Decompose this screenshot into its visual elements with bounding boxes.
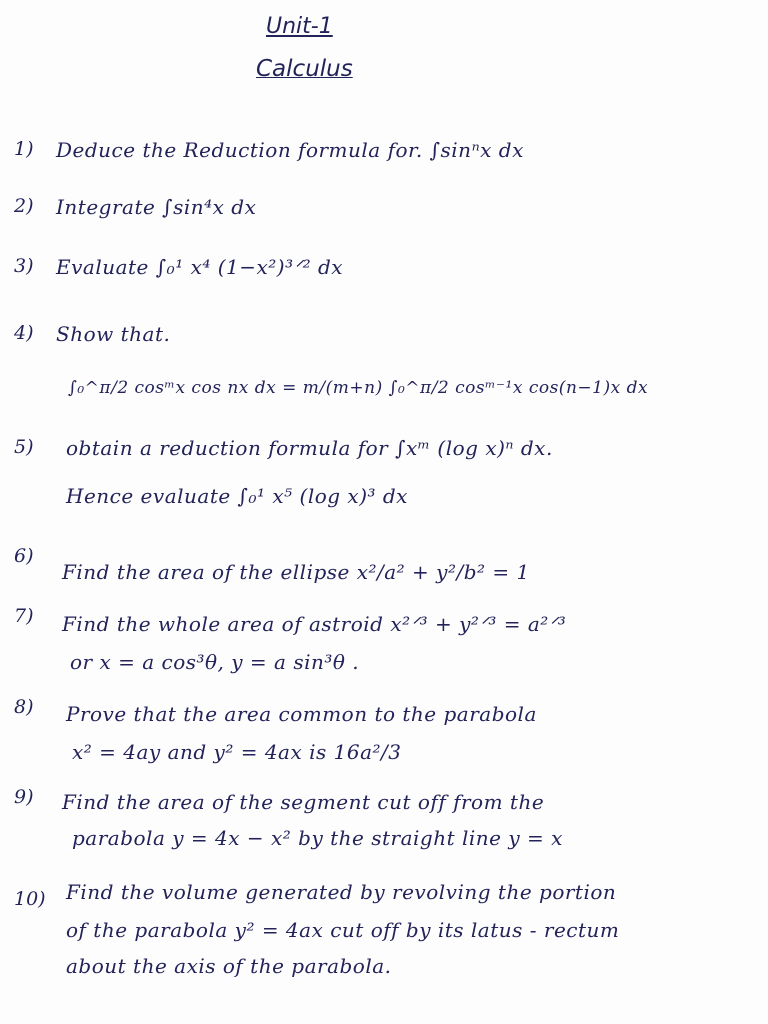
question-text: of the parabola y² = 4ax cut off by its latus - rectum bbox=[66, 918, 620, 942]
question-text: Find the area of the segment cut off from the bbox=[62, 790, 545, 814]
question-text: ∫₀^π/2 cosᵐx cos nx dx = m/(m+n) ∫₀^π/2 cosᵐ⁻¹x cos(n−1)x dx bbox=[68, 378, 649, 398]
question-number: 4) bbox=[14, 322, 34, 344]
question-number: 8) bbox=[14, 696, 34, 718]
question-number: 7) bbox=[14, 605, 34, 627]
question-number: 10) bbox=[14, 888, 46, 910]
question-text: Find the whole area of astroid x²ᐟ³ + y²ᐟ³ = a²ᐟ³ bbox=[62, 612, 567, 636]
question-text: Find the volume generated by revolving the portion bbox=[66, 880, 617, 904]
question-text: obtain a reduction formula for ∫xᵐ (log x)ⁿ dx. bbox=[66, 436, 553, 460]
question-text: x² = 4ay and y² = 4ax is 16a²/3 bbox=[72, 740, 402, 764]
question-text: Prove that the area common to the parabola bbox=[66, 702, 537, 726]
question-text: Find the area of the ellipse x²/a² + y²/b² = 1 bbox=[62, 560, 530, 584]
question-text: Deduce the Reduction formula for. ∫sinⁿx dx bbox=[56, 138, 524, 162]
question-text: Hence evaluate ∫₀¹ x⁵ (log x)³ dx bbox=[66, 484, 408, 508]
question-number: 1) bbox=[14, 138, 34, 160]
question-number: 3) bbox=[14, 255, 34, 277]
question-text: Evaluate ∫₀¹ x⁴ (1−x²)³ᐟ² dx bbox=[56, 255, 344, 279]
question-text: parabola y = 4x − x² by the straight line y = x bbox=[72, 826, 563, 850]
question-text: Show that. bbox=[56, 322, 171, 346]
question-number: 9) bbox=[14, 786, 34, 808]
page-title: Unit-1 bbox=[266, 14, 333, 39]
page-subtitle: Calculus bbox=[256, 56, 353, 82]
question-number: 2) bbox=[14, 195, 34, 217]
question-text: Integrate ∫sin⁴x dx bbox=[56, 195, 257, 219]
question-text: or x = a cos³θ, y = a sin³θ . bbox=[70, 650, 360, 674]
question-text: about the axis of the parabola. bbox=[66, 954, 392, 978]
question-number: 5) bbox=[14, 436, 34, 458]
question-number: 6) bbox=[14, 545, 34, 567]
